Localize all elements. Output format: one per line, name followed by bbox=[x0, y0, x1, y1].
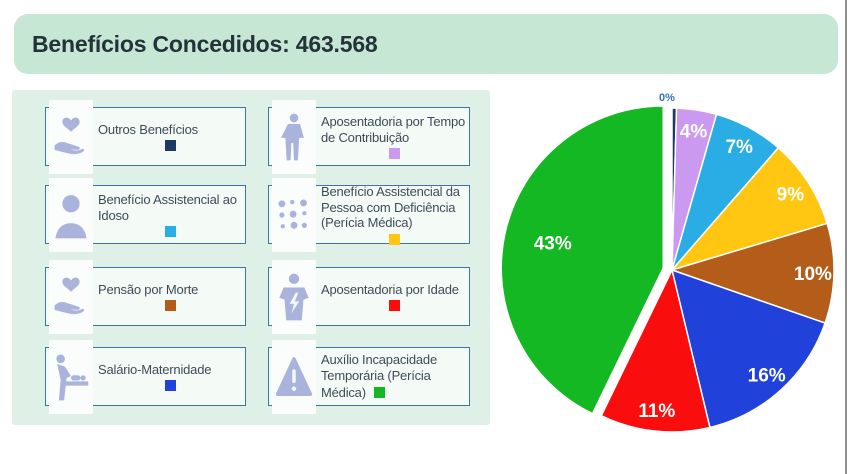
pie-slice-label: 10% bbox=[793, 263, 832, 285]
pie-slice-label: 4% bbox=[679, 121, 708, 143]
elderly-person-standing-icon bbox=[272, 100, 316, 174]
legend-item-label: Pensão por Morte bbox=[98, 281, 199, 297]
pie-chart-svg bbox=[490, 80, 850, 452]
legend-item-label: Aposentadoria por Tempo de Contribuição bbox=[321, 113, 466, 145]
legend-color-swatch bbox=[165, 380, 176, 391]
header-bar bbox=[14, 14, 838, 74]
legend-item[interactable] bbox=[45, 185, 246, 244]
window-border bbox=[845, 0, 847, 474]
legend-item-content bbox=[98, 192, 245, 238]
legend-item-label: Aposentadoria por Idade bbox=[321, 281, 459, 297]
legend-item-label: Auxílio Incapacidade Temporária (Perícia Médica) bbox=[321, 352, 437, 400]
hand-heart-icon bbox=[49, 100, 93, 174]
legend-color-swatch bbox=[389, 148, 400, 159]
legend-item-content bbox=[98, 122, 245, 152]
hand-heart-icon bbox=[49, 260, 93, 334]
pie-slice-label: 7% bbox=[725, 137, 753, 159]
legend-item-content bbox=[321, 352, 469, 401]
pie-slice-zero-label: 0% bbox=[659, 92, 675, 104]
legend-item[interactable] bbox=[45, 347, 246, 406]
legend-color-swatch bbox=[165, 300, 176, 311]
legend-item-content bbox=[321, 184, 469, 246]
legend-color-swatch bbox=[389, 300, 400, 311]
legend-item-content bbox=[321, 114, 469, 160]
legend-item[interactable] bbox=[45, 107, 246, 166]
woman-lightning-icon bbox=[272, 260, 316, 334]
legend-item-label: Salário-Maternidade bbox=[98, 361, 212, 377]
legend-color-swatch bbox=[165, 140, 176, 151]
legend-item[interactable] bbox=[268, 267, 470, 326]
legend-color-swatch bbox=[389, 234, 400, 245]
elderly-man-icon bbox=[49, 178, 93, 252]
legend-item[interactable] bbox=[268, 107, 470, 166]
pie-slice-label: 11% bbox=[638, 401, 676, 423]
legend-item-label: Benefício Assistencial ao Idoso bbox=[98, 191, 237, 223]
warning-triangle-icon bbox=[272, 340, 316, 414]
braille-dots-icon bbox=[272, 178, 316, 252]
legend-item[interactable] bbox=[268, 185, 470, 244]
legend-item-content bbox=[98, 362, 245, 392]
pie-chart bbox=[490, 80, 850, 452]
legend-color-swatch bbox=[374, 387, 385, 398]
legend-item-label: Outros Benefícios bbox=[98, 121, 198, 137]
legend-item-content bbox=[321, 282, 469, 312]
legend-color-swatch bbox=[165, 226, 176, 237]
pie-slice-label: 43% bbox=[533, 233, 572, 255]
page-title: Benefícios Concedidos: 463.568 bbox=[32, 30, 378, 57]
legend-item-content bbox=[98, 282, 245, 312]
legend-item[interactable] bbox=[268, 347, 470, 406]
baby-changing-icon bbox=[49, 340, 93, 414]
legend-panel bbox=[12, 90, 490, 425]
pie-slice-label: 16% bbox=[747, 365, 786, 387]
pie-slice-label: 9% bbox=[776, 184, 805, 206]
legend-item[interactable] bbox=[45, 267, 246, 326]
legend-item-label: Benefício Assistencial da Pessoa com Deficiência (Perícia Médica) bbox=[321, 183, 460, 231]
